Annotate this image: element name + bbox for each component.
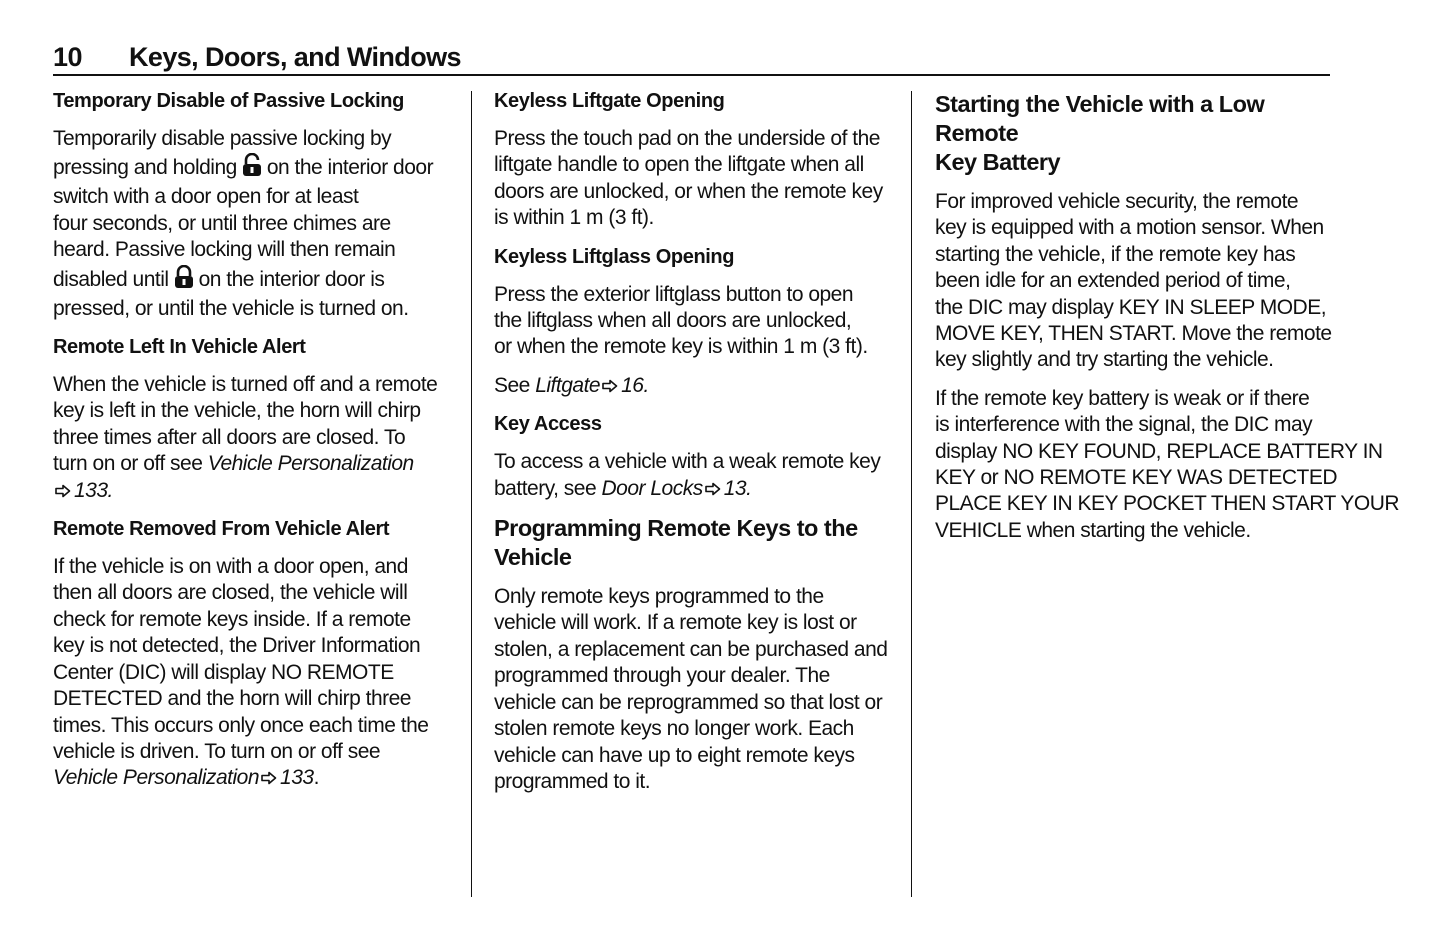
text-line: PLACE KEY IN KEY POCKET THEN START YOUR (935, 492, 1400, 516)
heading-temporary-disable-passive-locking: Temporary Disable of Passive Locking (53, 90, 404, 112)
text-span: pressing and holding (53, 156, 237, 180)
paragraph-remote-left (53, 372, 453, 504)
text-span: on the interior door (266, 156, 434, 180)
text-line: the liftglass when all doors are unlocked, (494, 309, 852, 333)
heading-keyless-liftgate-opening: Keyless Liftgate Opening (494, 90, 725, 112)
page-reference-arrow-icon (601, 379, 619, 393)
heading-remote-removed-alert: Remote Removed From Vehicle Alert (53, 518, 390, 541)
page-reference[interactable]: 16. (621, 373, 649, 397)
text-line: vehicle can have up to eight remote keys (494, 743, 855, 767)
text-line: stolen remote keys no longer work. Each (494, 717, 854, 741)
lock-icon (173, 265, 195, 289)
text-line (53, 765, 453, 791)
text-line: KEY or NO REMOTE KEY WAS DETECTED (935, 466, 1338, 490)
text-line: heard. Passive locking will then remain (53, 238, 396, 262)
text-line-with-icon (53, 264, 453, 296)
text-line (494, 373, 894, 399)
text-line: For improved vehicle security, the remote (935, 190, 1299, 213)
text-line: check for remote keys inside. If a remote (53, 607, 411, 631)
heading-line: Key Battery (935, 149, 1061, 175)
text-line: starting the vehicle, if the remote key has (935, 242, 1296, 266)
text-line: the DIC may display KEY IN SLEEP MODE, (935, 295, 1327, 319)
column-divider-1 (471, 91, 472, 897)
text-line: or when the remote key is within 1 m (3 ft). (494, 335, 868, 359)
text-span: See (494, 373, 536, 397)
text-line: If the remote key battery is weak or if there (935, 386, 1310, 410)
text-line: been idle for an extended period of time, (935, 269, 1291, 293)
page-reference-arrow-icon (54, 484, 72, 498)
text-line-with-icon (53, 152, 453, 184)
text-line: vehicle will work. If a remote key is lost or (494, 611, 857, 635)
unlock-icon (241, 153, 263, 177)
text-line: doors are unlocked, or when the remote key (494, 179, 883, 203)
chapter-title: Keys, Doors, and Windows (129, 42, 461, 72)
text-line: Press the exterior liftglass button to open (494, 282, 854, 306)
cross-reference-link[interactable]: Vehicle Personalization (207, 452, 414, 476)
text-line: MOVE KEY, THEN START. Move the remote (935, 322, 1332, 346)
text-line: stolen, a replacement can be purchased and (494, 637, 888, 661)
text-span: battery, see (494, 476, 602, 500)
text-line (53, 451, 453, 477)
heading-remote-left-in-vehicle-alert: Remote Left In Vehicle Alert (53, 336, 306, 359)
text-line: Only remote keys programmed to the (494, 585, 824, 609)
text-span: disabled until (53, 267, 169, 291)
text-line: Press the touch pad on the underside of the (494, 127, 880, 150)
text-line: VEHICLE when starting the vehicle. (935, 518, 1251, 542)
text-line: vehicle is driven. To turn on or off see (53, 739, 381, 763)
text-line: DETECTED and the horn will chirp three (53, 687, 411, 711)
paragraph-key-access (494, 449, 894, 502)
column-1 (53, 88, 453, 804)
text-line: switch with a door open for at least (53, 185, 359, 209)
page-header (53, 40, 1330, 76)
text-line: times. This occurs only once each time the (53, 713, 429, 737)
column-divider-2 (911, 91, 912, 897)
heading-keyless-liftglass-opening: Keyless Liftglass Opening (494, 245, 735, 268)
text-line: When the vehicle is turned off and a remote (53, 373, 438, 397)
heading-line: Starting the Vehicle with a Low Remote (935, 91, 1265, 146)
heading-programming-remote-keys (494, 514, 894, 572)
text-line: pressed, or until the vehicle is turned on. (53, 296, 409, 320)
text-line: key is equipped with a motion sensor. When (935, 216, 1324, 240)
page-reference[interactable]: 13. (723, 476, 752, 500)
cross-reference-link[interactable]: Door Locks (601, 476, 703, 500)
column-3 (935, 88, 1400, 556)
paragraph-programming (494, 584, 894, 795)
paragraph-liftglass (494, 282, 894, 361)
paragraph-passive-locking (53, 126, 453, 322)
paragraph-remote-removed (53, 554, 453, 792)
page-reference-arrow-icon (260, 771, 278, 785)
paragraph-motion-sensor (935, 189, 1335, 374)
text-line: vehicle can be reprogrammed so that lost or (494, 690, 883, 714)
text-line: If the vehicle is on with a door open, and (53, 555, 408, 579)
text-line: is interference with the signal, the DIC may (935, 413, 1313, 437)
page-reference[interactable]: 133. (74, 478, 113, 502)
cross-reference-link[interactable]: Liftgate (535, 373, 601, 397)
heading-line: Vehicle (494, 544, 572, 571)
cross-reference-link[interactable]: Vehicle Personalization (53, 766, 260, 790)
page-reference-arrow-icon (704, 482, 722, 496)
text-line: liftgate handle to open the liftgate when all (494, 153, 864, 177)
page-number: 10 (53, 42, 83, 72)
text-line: Center (DIC) will display NO REMOTE (53, 660, 394, 684)
page-reference[interactable]: 133 (280, 766, 314, 790)
paragraph-weak-battery (935, 386, 1400, 544)
text-span: turn on or off see (53, 452, 208, 476)
text-line (53, 478, 453, 504)
column-2 (494, 88, 894, 807)
text-line: is within 1 m (3 ft). (494, 206, 654, 230)
text-line: programmed to it. (494, 769, 651, 793)
text-line: Temporarily disable passive locking by (53, 127, 392, 150)
text-span: . (313, 766, 319, 790)
text-line: four seconds, or until three chimes are (53, 211, 391, 235)
heading-key-access: Key Access (494, 413, 602, 436)
text-span: on the interior door is (198, 267, 385, 291)
text-line: key is left in the vehicle, the horn will chirp (53, 399, 421, 423)
heading-starting-vehicle-low-battery (935, 90, 1335, 177)
text-line: key slightly and try starting the vehicle. (935, 348, 1274, 372)
paragraph-liftgate (494, 126, 894, 232)
heading-line: Programming Remote Keys to the (494, 515, 858, 542)
text-line (494, 476, 894, 502)
text-line: three times after all doors are closed. To (53, 425, 406, 449)
text-line: To access a vehicle with a weak remote key (494, 450, 881, 474)
text-line: then all doors are closed, the vehicle will (53, 581, 408, 605)
text-line: key is not detected, the Driver Information (53, 634, 421, 658)
text-line: programmed through your dealer. The (494, 664, 830, 688)
text-line: display NO KEY FOUND, REPLACE BATTERY IN (935, 439, 1383, 463)
paragraph-see-liftgate (494, 373, 894, 399)
